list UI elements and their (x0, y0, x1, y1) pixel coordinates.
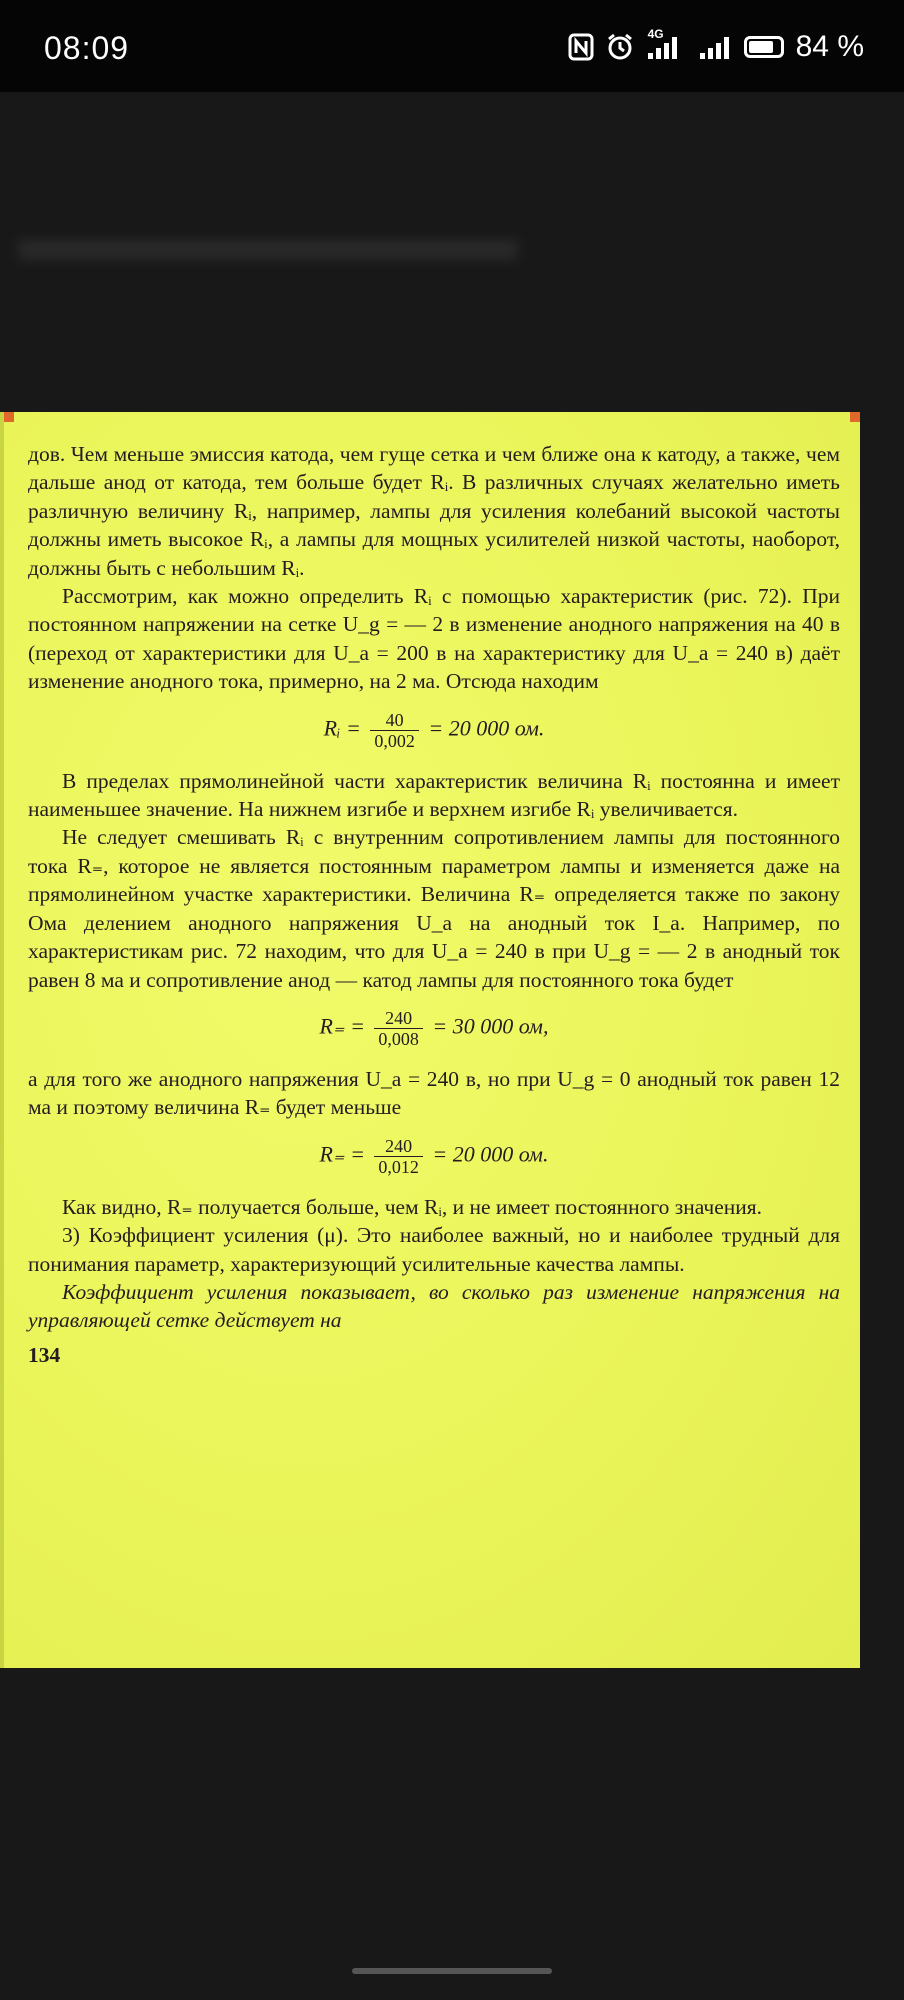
italic-definition: Коэффициент усиления показывает, во сколько раз изменение напряжения на управляющей сетке действует на (28, 1279, 840, 1333)
network-label: 4G (647, 27, 664, 41)
paragraph: 3) Коэффициент усиления (μ). Это наиболее важный, но и наиболее трудный для понимания параметр, характеризующий усилительные качества лампы. (28, 1223, 840, 1276)
signal-4g-icon (646, 27, 686, 61)
clock: 08:09 (44, 30, 130, 66)
fraction-numerator: 240 (374, 1008, 423, 1029)
page-corner (4, 412, 14, 422)
formula-lhs: R₌ = (319, 1141, 365, 1167)
fraction-denominator: 0,008 (378, 1028, 419, 1049)
paragraph: Не следует смешивать Rᵢ с внутренним сопротивлением лампы для постоянного тока R₌, которое не является постоянным параметром лампы и изменяется даже на прямолинейном участке характеристики. Величина R₌ определяется также по закону Ома делением анодного напряжения U_a на анодный ток I_a. Например, по характеристикам рис. 72 находим, что для U_a = 240 в при U_g = — 2 в анодный ток равен 8 ма и сопротивление анод — катод лампы для постоянного тока будет (28, 825, 840, 992)
paragraph: В пределах прямолинейной части характеристик величина Rᵢ постоянна и имеет наименьшее значение. На нижнем изгибе и верхнем изгибе Rᵢ увеличивается. (28, 768, 840, 822)
fraction-denominator: 0,012 (378, 1156, 419, 1177)
formula-lhs: Rᵢ = (323, 715, 361, 741)
fraction (374, 1136, 423, 1177)
battery-level (749, 41, 774, 53)
formula (28, 710, 840, 751)
status-bar (0, 0, 904, 92)
battery-icon (744, 36, 784, 58)
paragraph: Как видно, R₌ получается больше, чем Rᵢ, и не имеет постоянного значения. (62, 1194, 763, 1219)
fraction (374, 1008, 423, 1049)
page-corner (850, 412, 860, 422)
paragraph: а для того же анодного напряжения U_a = 240 в, но при U_g = 0 анодный ток равен 12 ма и поэтому величина R₌ будет меньше (28, 1066, 840, 1120)
alarm-icon (606, 33, 634, 61)
formula-rhs: = 30 000 ом, (432, 1013, 549, 1039)
paragraph: Рассмотрим, как можно определить Rᵢ с помощью характеристик (рис. 72). При постоянном напряжении на сетке U_g = — 2 в изменение анодного напряжения на 40 в (переход от характеристики для U_a = 200 в на характеристику для U_a = 240 в) даёт изменение анодного тока, примерно, на 2 ма. Отсюда находим (28, 584, 840, 694)
formula-rhs: = 20 000 ом. (432, 1141, 549, 1167)
formula (28, 1136, 840, 1177)
page-text (28, 440, 840, 1369)
formula-lhs: R₌ = (319, 1013, 365, 1039)
status-icons (568, 27, 864, 64)
fraction-numerator: 240 (374, 1136, 423, 1157)
formula-rhs: = 20 000 ом. (428, 715, 545, 741)
background-blur (18, 240, 518, 260)
navigation-area (0, 1700, 904, 2000)
paragraph: дов. Чем меньше эмиссия катода, чем гуще сетка и чем ближе она к катоду, а также, чем дальше анод от катода, тем больше будет Rᵢ. В различных случаях желательно иметь различную величину Rᵢ, например, лампы для усиления колебаний высокой частоты должны иметь высокое Rᵢ, а лампы для мощных усилителей низкой частоты, наоборот, должны быть с небольшим Rᵢ. (28, 442, 840, 580)
page-number: 134 (28, 1342, 61, 1367)
fraction-numerator: 40 (370, 710, 419, 731)
book-page-image[interactable] (0, 412, 860, 1668)
formula (28, 1008, 840, 1049)
signal-icon (698, 33, 732, 61)
home-indicator[interactable] (352, 1968, 552, 1974)
nfc-icon (568, 33, 594, 61)
battery-percent: 84 % (795, 30, 864, 63)
fraction (370, 710, 419, 751)
fraction-denominator: 0,002 (374, 730, 415, 751)
